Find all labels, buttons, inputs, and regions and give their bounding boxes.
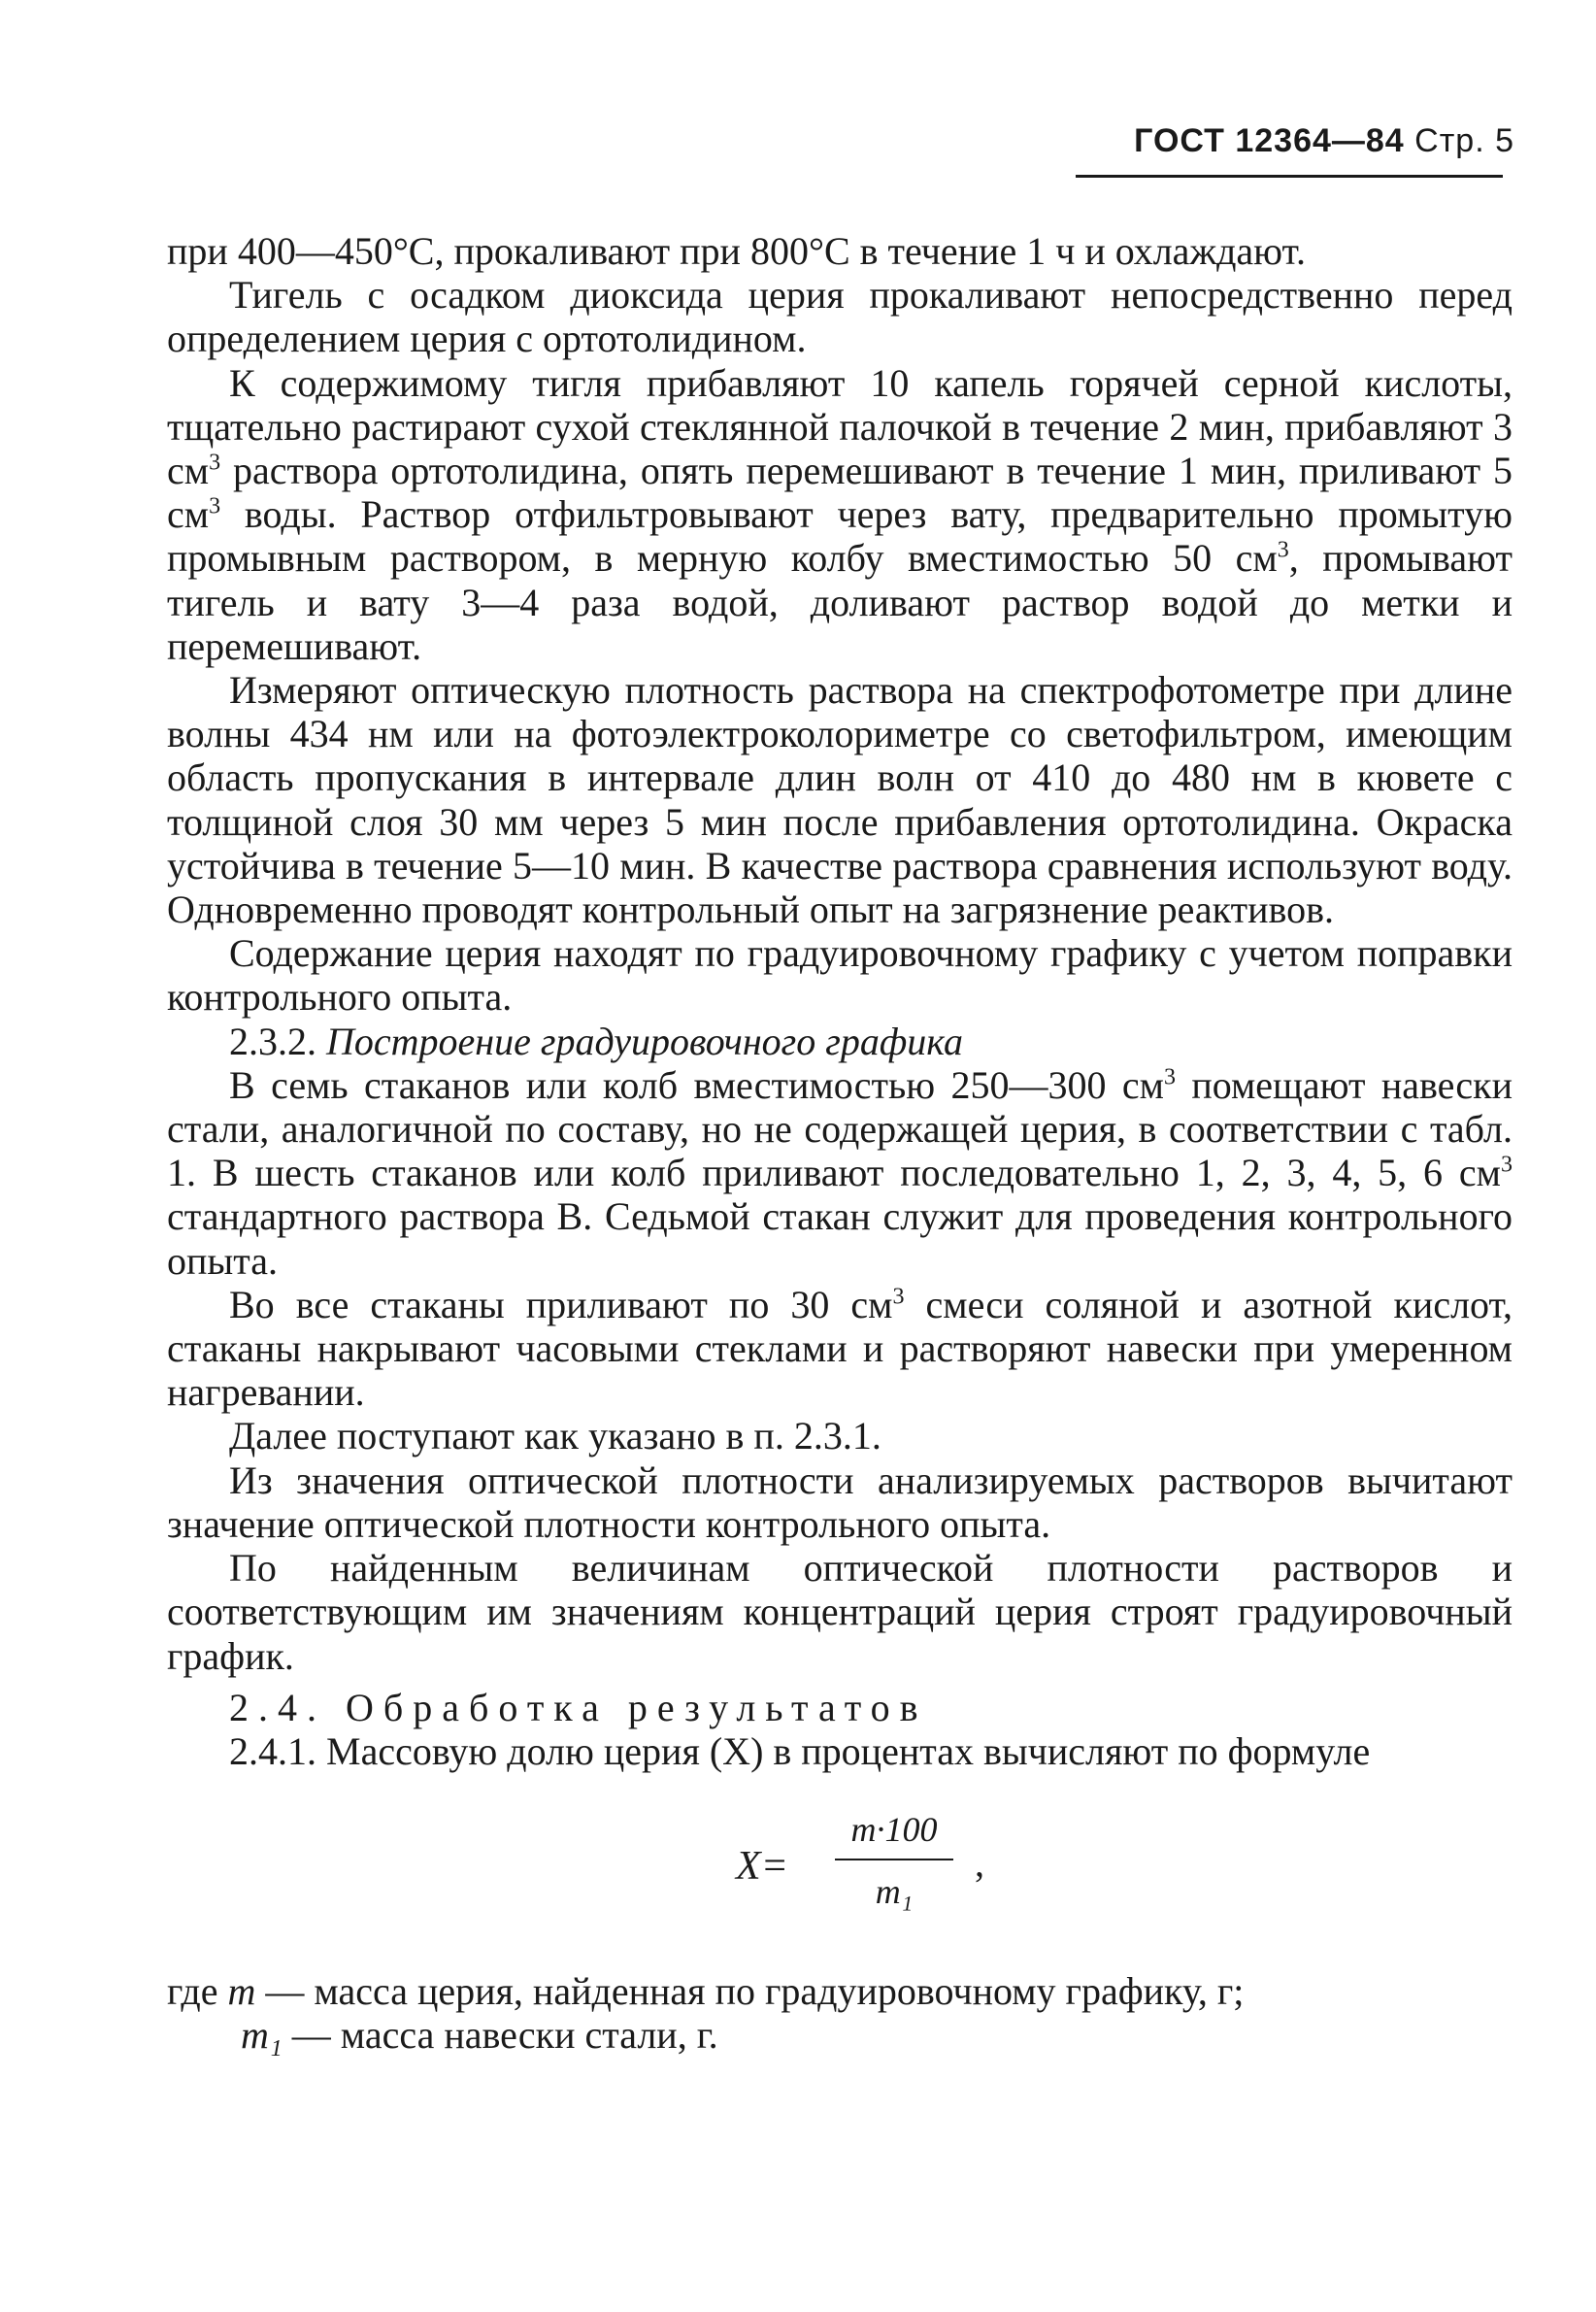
text-run: — масса церия, найденная по градуировочному графику, г;	[255, 1969, 1245, 2014]
superscript: 3	[1501, 1152, 1513, 1178]
text-run: где	[167, 1969, 228, 2014]
variable: m	[227, 1969, 256, 2014]
superscript: 3	[209, 450, 221, 476]
paragraph	[167, 1283, 1513, 1415]
paragraph: 2.4.1. Массовую долю церия (X) в процентах вычисляют по формуле	[229, 1728, 1371, 1773]
page-number: Стр. 5	[1414, 122, 1514, 159]
fraction-bar	[835, 1859, 953, 1860]
paragraph: Измеряют оптическую плотность раствора на спектрофотометре при длине волны 434 нм или на фотоэлектроколориметре со светофильтром, имеющим область пропускания в интервале длин волн от 410 до 480 нм в кювете с толщиной слоя 30 мм через 5 мин после прибавления ортотолидина. Окраска устойчива в течение 5—10 мин. В качестве раствора сравнения используют воду. Одновременно проводят контрольный опыт на загрязнение реактивов.	[167, 668, 1513, 932]
standard-code: ГОСТ 12364—84	[1134, 122, 1405, 159]
where-line-2	[167, 2013, 1513, 2057]
paragraph: при 400—450°С, прокаливают при 800°С в течение 1 ч и охлаждают.	[167, 229, 1307, 273]
text-run: , промывают тигель и вату 3—4 раза водой, доливают раствор водой до метки и перемешивают.	[167, 536, 1513, 668]
text-run: — масса навески стали, г.	[282, 2013, 718, 2058]
paragraph	[167, 361, 1513, 668]
variable: m₁	[241, 2013, 283, 2058]
formula-lhs: X=	[736, 1844, 788, 1890]
section-number: 2.3.2.	[229, 1019, 326, 1063]
where-line-1	[167, 1969, 1513, 2013]
superscript: 3	[1277, 538, 1289, 564]
paragraph: Из значения оптической плотности анализируемых растворов вычитают значение оптической плотности контрольного опыта.	[167, 1458, 1513, 1546]
superscript: 3	[1163, 1064, 1176, 1090]
text-run: В семь стаканов или колб вместимостью 250—300 см	[229, 1062, 1164, 1107]
superscript: 3	[892, 1284, 905, 1310]
page-header	[1078, 122, 1514, 160]
section-title: Построение градуировочного графика	[326, 1019, 963, 1063]
text-run: К содержимому тигля прибавляют 10 капель горячей серной кислоты, тщательно растирают сухой стеклянной палочкой в течение 2 мин, прибавляют 3 см	[167, 360, 1513, 493]
paragraph: По найденным величинам оптической плотности растворов и соответствующим им значениям концентраций церия строят градуировочный график.	[167, 1546, 1513, 1678]
paragraph	[167, 1063, 1513, 1283]
section-heading-2-3-2	[167, 1020, 1513, 1063]
formula-denominator: m₁	[875, 1872, 914, 1912]
section-heading-2-4: 2.4. Обработка результатов	[229, 1685, 928, 1729]
text-run: смеси соляной и азотной кислот, стаканы накрывают часовыми стеклами и растворяют навески при умеренном нагревании.	[167, 1282, 1513, 1415]
paragraph: Далее поступают как указано в п. 2.3.1.	[229, 1414, 881, 1458]
header-rule	[1076, 175, 1503, 178]
text-run: помещают навески стали, аналогичной по составу, но не содержащей церия, в соответствии с табл. 1. В шесть стаканов или колб приливают последовательно 1, 2, 3, 4, 5, 6 см	[167, 1062, 1513, 1195]
text-run: стандартного раствора В. Седьмой стакан служит для проведения контрольного опыта.	[167, 1194, 1513, 1283]
formula-comma: ,	[975, 1841, 984, 1886]
text-run: воды. Раствор отфильтровывают через вату, предварительно промытую промывным раствором, в мерную колбу вместимостью 50 см	[167, 492, 1513, 581]
text-run: Во все стаканы приливают по 30 см	[229, 1282, 893, 1326]
paragraph: Тигель с осадком диоксида церия прокаливают непосредственно перед определением церия с ортотолидином.	[167, 273, 1513, 361]
text-run: раствора ортотолидина, опять перемешивают в течение 1 мин, приливают 5 см	[167, 449, 1513, 537]
formula-fraction	[829, 1802, 959, 1921]
page-body	[167, 229, 1513, 2058]
paragraph: Содержание церия находят по градуировочному графику с учетом поправки контрольного опыта.	[167, 931, 1513, 1020]
superscript: 3	[209, 493, 221, 519]
formula	[167, 1802, 1513, 1948]
formula-numerator: m·100	[850, 1810, 938, 1850]
